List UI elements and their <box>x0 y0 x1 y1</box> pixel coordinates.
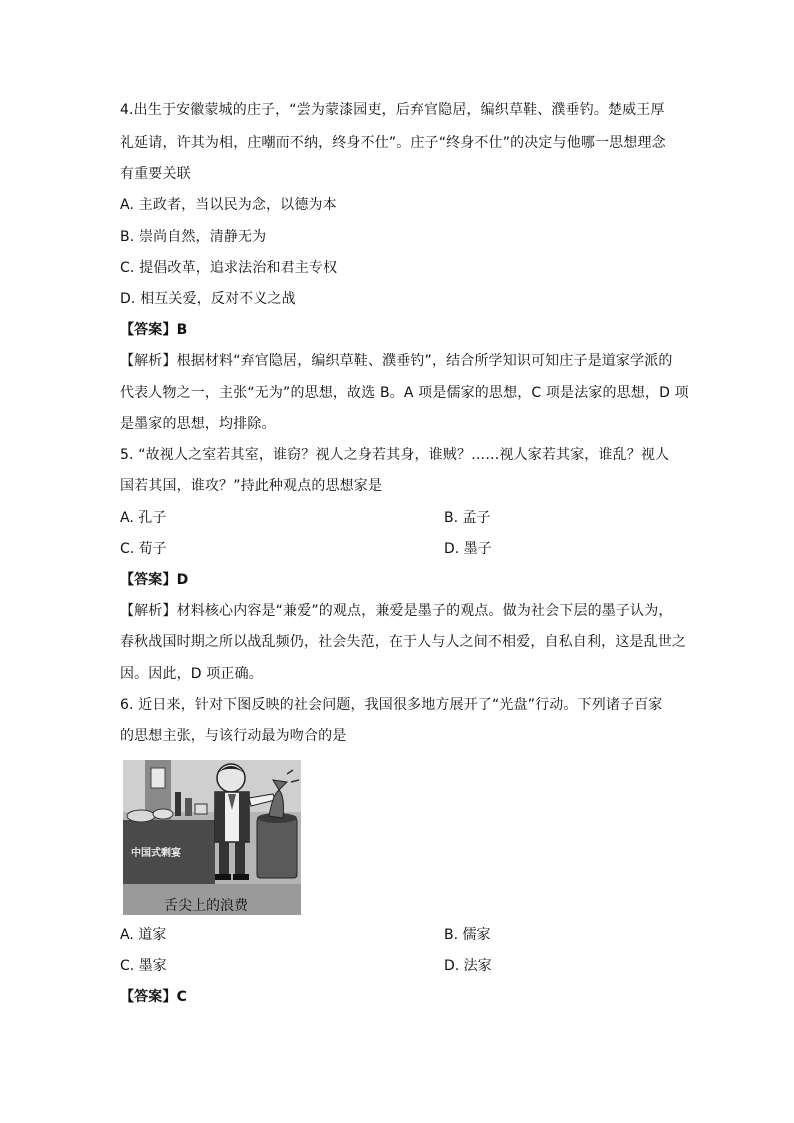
q6-option-a: A. 道家 <box>120 927 167 943</box>
q5-answer: 【答案】D <box>120 572 189 588</box>
q4-analysis-line-2: 代表人物之一，主张“无为”的思想，故选 B。A 项是儒家的思想，C 项是法家的思想，D 项 <box>120 385 689 401</box>
q5-stem-line-1: 5. “故视人之室若其室，谁窃？视人之身若其身，谁贼？……视人家若其家，谁乱？视人 <box>120 447 670 463</box>
q6-option-b: B. 儒家 <box>444 927 491 943</box>
q4-stem-line-3: 有重要关联 <box>120 166 191 182</box>
q4-analysis-line-1: 【解析】根据材料“弃官隐居，编织草鞋、濮垂钓”，结合所学知识可知庄子是道家学派的 <box>120 353 673 369</box>
q6-option-d: D. 法家 <box>444 958 492 974</box>
q5-analysis-line-1: 【解析】材料核心内容是“兼爱”的观点，兼爱是墨子的观点。做为社会下层的墨子认为， <box>120 603 673 619</box>
q5-option-b: B. 孟子 <box>444 510 491 526</box>
q5-analysis-line-3: 因。因此，D 项正确。 <box>120 666 263 682</box>
cartoon-image-label: 中国式剩宴 <box>131 848 181 859</box>
q4-answer: 【答案】B <box>120 322 188 338</box>
cartoon-food-waste-image <box>123 760 301 915</box>
q6-stem-line-1: 6. 近日来，针对下图反映的社会问题，我国很多地方展开了“光盘”行动。下列诸子百家 <box>120 697 663 713</box>
q4-stem-line-1: 4.出生于安徽蒙城的庄子，“尝为蒙漆园吏，后弃官隐居，编织草鞋、濮垂钓。楚威王厚 <box>120 102 665 118</box>
q4-analysis-line-3: 是墨家的思想，均排除。 <box>120 416 276 432</box>
q6-stem-line-2: 的思想主张，与该行动最为吻合的是 <box>120 728 347 744</box>
q5-analysis-line-2: 春秋战国时期之所以战乱频仍，社会失范，在于人与人之间不相爱，自私自利，这是乱世之 <box>120 634 686 650</box>
q4-option-c: C. 提倡改革，追求法治和君主专权 <box>120 260 338 276</box>
q6-option-c: C. 墨家 <box>120 958 167 974</box>
q5-option-d: D. 墨子 <box>444 541 492 557</box>
q4-option-a: A. 主政者，当以民为念，以德为本 <box>120 197 337 213</box>
q6-answer: 【答案】C <box>120 989 188 1005</box>
figure-caption: 舌尖上的浪费 <box>164 898 248 914</box>
q5-option-a: A. 孔子 <box>120 510 167 526</box>
q4-option-b: B. 崇尚自然，清静无为 <box>120 229 267 245</box>
q5-stem-line-2: 国若其国，谁攻？”持此种观点的思想家是 <box>120 478 383 494</box>
q4-option-d: D. 相互关爱，反对不义之战 <box>120 291 296 307</box>
q5-option-c: C. 荀子 <box>120 541 167 557</box>
q4-stem-line-2: 礼延请，许其为相，庄嘲而不纳，终身不仕”。庄子“终身不仕”的决定与他哪一思想理念 <box>120 135 666 151</box>
